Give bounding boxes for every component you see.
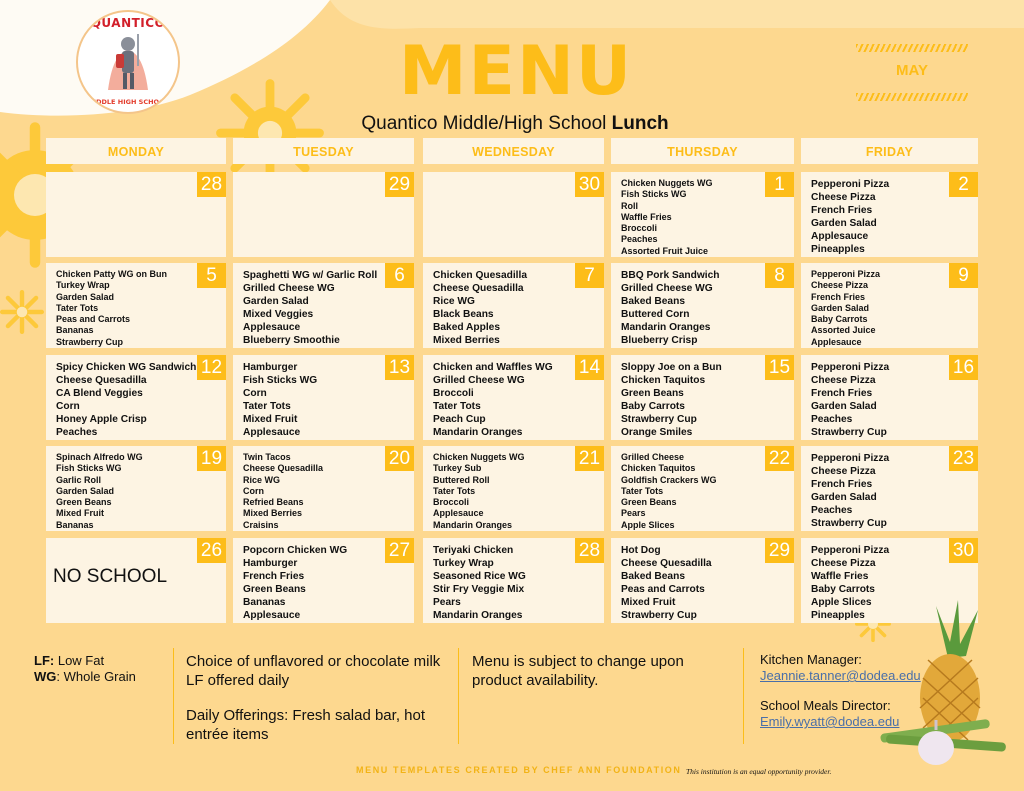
day-cell — [611, 263, 794, 348]
menu-item: Fish Sticks WG — [56, 463, 122, 474]
day-number: 28 — [575, 538, 604, 563]
menu-item: Pears — [621, 508, 646, 519]
menu-item: Hot Dog — [621, 545, 661, 556]
menu-item: Roll — [621, 200, 638, 211]
month-label: MAY — [896, 62, 928, 79]
menu-item: Garlic Roll — [56, 474, 102, 485]
day-header-monday: MONDAY — [46, 138, 226, 164]
day-cell — [46, 172, 226, 257]
menu-item: Peaches — [56, 427, 98, 439]
menu-item: Applesauce — [433, 508, 484, 519]
menu-item: Blueberry Smoothie — [243, 335, 340, 347]
menu-item: Chicken and Waffles WG — [433, 362, 553, 373]
menu-items — [56, 269, 196, 348]
menu-item: Apple Slices — [811, 597, 872, 609]
footer-divider — [743, 648, 744, 744]
menu-item: Sloppy Joe on a Bun — [621, 362, 722, 373]
menu-item: Garden Salad — [56, 485, 115, 496]
menu-item: Applesauce — [243, 610, 301, 622]
day-cell — [46, 263, 226, 348]
menu-item: Craisins — [243, 519, 279, 530]
day-number: 14 — [575, 355, 604, 380]
menu-item: Garden Salad — [811, 302, 870, 313]
menu-item: Stir Fry Veggie Mix — [433, 584, 525, 596]
manager-email-link[interactable]: Jeannie.tanner@dodea.edu — [760, 668, 921, 683]
menu-item: Corn — [243, 485, 264, 496]
menu-item: Bananas — [56, 519, 94, 530]
change-note: Menu is subject to change upon product availability. — [472, 653, 684, 689]
menu-item: Hamburger — [243, 558, 298, 570]
menu-item: Garden Salad — [243, 296, 309, 308]
menu-items — [621, 269, 764, 348]
hatch-top — [856, 44, 968, 52]
day-number: 21 — [575, 446, 604, 471]
menu-item: Refried Beans — [243, 497, 304, 508]
menu-items — [811, 178, 948, 257]
menu-item: Cheese Pizza — [811, 375, 876, 387]
menu-item: Chicken Patty WG on Bun — [56, 269, 168, 279]
menu-items — [56, 452, 196, 531]
school-logo — [76, 10, 180, 114]
menu-item: Applesauce — [243, 427, 301, 439]
menu-item: Spicy Chicken WG Sandwich — [56, 362, 197, 373]
menu-item: Cheese Quesadilla — [56, 375, 147, 387]
meal-name: Lunch — [611, 113, 669, 134]
menu-item: Fish Sticks WG — [621, 189, 687, 200]
menu-item: Green Beans — [621, 497, 677, 508]
menu-item: Waffle Fries — [621, 211, 672, 222]
menu-items — [433, 452, 574, 531]
menu-item: Green Beans — [621, 388, 684, 400]
hatch-bottom — [856, 93, 968, 101]
menu-item: Teriyaki Chicken — [433, 545, 514, 556]
menu-item: Cheese Pizza — [811, 558, 876, 570]
menu-item: Spaghetti WG w/ Garlic Roll — [243, 270, 378, 281]
menu-items — [811, 361, 948, 440]
menu-item: Fish Sticks WG — [243, 375, 318, 387]
menu-item: Grilled Cheese WG — [243, 283, 335, 295]
day-number: 29 — [765, 538, 794, 563]
menu-item: Pineapples — [811, 244, 865, 256]
menu-item: Assorted Juice — [811, 325, 876, 336]
menu-item: Baby Carrots — [811, 314, 868, 325]
menu-item: Applesauce — [243, 322, 301, 334]
day-number: 16 — [949, 355, 978, 380]
menu-item: Corn — [243, 388, 267, 400]
menu-items — [433, 269, 574, 348]
menu-item: Seasoned Rice WG — [433, 571, 526, 583]
menu-item: Strawberry Cup — [811, 518, 887, 530]
menu-item: Chicken Nuggets WG — [433, 452, 525, 462]
day-cell — [423, 355, 604, 440]
menu-items — [811, 452, 948, 531]
menu-item: Waffle Fries — [811, 571, 869, 583]
menu-item: Pepperoni Pizza — [811, 362, 890, 373]
menu-item: Baby Carrots — [621, 401, 685, 413]
menu-item: Grilled Cheese — [621, 452, 685, 462]
page-subtitle — [300, 113, 730, 135]
menu-item: Strawberry Cup — [621, 414, 697, 426]
menu-item: Cheese Quesadilla — [621, 558, 712, 570]
day-cell — [423, 263, 604, 348]
day-cell — [801, 263, 978, 348]
menu-item: Mandarin Oranges — [433, 610, 523, 622]
menu-item: Twin Tacos — [243, 452, 291, 462]
menu-item: Buttered Corn — [621, 309, 690, 321]
menu-item: Strawberry Cup — [56, 336, 124, 347]
day-header-tuesday: TUESDAY — [233, 138, 414, 164]
menu-item: Peas and Carrots — [56, 314, 131, 325]
menu-item: Cheese Pizza — [811, 466, 876, 478]
menu-item: BBQ Pork Sandwich — [621, 270, 720, 281]
menu-items — [433, 544, 574, 623]
legend-lf-text: Low Fat — [57, 653, 105, 668]
logo-bottom-text: MIDDLE HIGH SCHOOL — [87, 98, 169, 106]
menu-item: Broccoli — [433, 497, 470, 508]
day-number: 6 — [385, 263, 414, 288]
menu-item: Pepperoni Pizza — [811, 453, 890, 464]
menu-item: Baked Beans — [621, 296, 685, 308]
daily-offerings: Daily Offerings: Fresh salad bar, hot entrée items — [186, 707, 426, 743]
menu-item: Cheese Pizza — [811, 192, 876, 204]
menu-item: Tater Tots — [433, 401, 481, 413]
day-cell — [423, 538, 604, 623]
menu-item: Bananas — [56, 325, 94, 336]
day-number: 20 — [385, 446, 414, 471]
menu-item: Strawberry Cup — [621, 610, 697, 622]
menu-items — [56, 361, 196, 440]
day-number: 2 — [949, 172, 978, 197]
menu-item: Turkey Wrap — [56, 280, 110, 291]
day-header-thursday: THURSDAY — [611, 138, 794, 164]
menu-item: Applesauce — [811, 231, 869, 243]
day-number: 9 — [949, 263, 978, 288]
menu-item: Broccoli — [433, 388, 474, 400]
day-number: 19 — [197, 446, 226, 471]
menu-item: Grilled Cheese WG — [621, 283, 713, 295]
menu-item: Chicken Taquitos — [621, 463, 696, 474]
day-cell — [233, 446, 414, 531]
menu-item: Cheese Quesadilla — [243, 463, 324, 474]
day-cell — [611, 538, 794, 623]
menu-item: Garden Salad — [56, 291, 115, 302]
menu-item: Garden Salad — [811, 401, 877, 413]
footer-divider — [173, 648, 174, 744]
equal-opportunity-statement: This institution is an equal opportunity provider. — [686, 767, 832, 776]
menu-item: Rice WG — [243, 474, 281, 485]
menu-item: Baked Apples — [433, 322, 500, 334]
menu-item: Turkey Wrap — [433, 558, 494, 570]
menu-item: Turkey Sub — [433, 463, 482, 474]
page-title: MENU — [398, 32, 634, 111]
menu-item: Baked Beans — [621, 571, 685, 583]
menu-item: Chicken Taquitos — [621, 375, 706, 387]
day-number: 28 — [197, 172, 226, 197]
menu-item: Mandarin Oranges — [621, 322, 711, 334]
menu-item: Tater Tots — [621, 485, 664, 496]
menu-item: French Fries — [811, 205, 873, 217]
day-number: 15 — [765, 355, 794, 380]
menu-item: Rice WG — [433, 296, 475, 308]
day-cell — [46, 355, 226, 440]
legend-wg-key: WG — [34, 669, 57, 684]
menu-item: Mixed Veggies — [243, 309, 314, 321]
menu-item: Peaches — [811, 414, 853, 426]
day-number: 12 — [197, 355, 226, 380]
menu-item: Black Beans — [433, 309, 494, 321]
menu-item: Mandarin Oranges — [433, 427, 523, 439]
menu-item: Chicken Nuggets WG — [621, 178, 713, 188]
menu-item: French Fries — [811, 388, 873, 400]
menu-item: Buttered Roll — [433, 474, 490, 485]
menu-item: Garden Salad — [811, 492, 877, 504]
menu-item: Strawberry Cup — [811, 427, 887, 439]
day-number: 26 — [197, 538, 226, 563]
footer-divider — [458, 648, 459, 744]
flower-icon-small-left — [0, 290, 44, 334]
day-cell — [46, 446, 226, 531]
day-cell — [233, 538, 414, 623]
menu-items — [621, 452, 764, 531]
menu-item: CA Blend Veggies — [56, 388, 143, 400]
day-cell — [233, 355, 414, 440]
menu-item: Pepperoni Pizza — [811, 179, 890, 190]
menu-item: Peas and Carrots — [621, 584, 705, 596]
day-cell — [801, 172, 978, 257]
menu-item: Cheese Pizza — [811, 280, 869, 291]
menu-item: Peach Cup — [433, 414, 486, 426]
day-number: 23 — [949, 446, 978, 471]
template-credit: MENU TEMPLATES CREATED BY CHEF ANN FOUNDATION — [356, 765, 682, 775]
day-cell — [611, 446, 794, 531]
pineapple-vegetables-icon — [878, 598, 1018, 770]
menu-item: Corn — [56, 401, 80, 413]
menu-item: Pears — [433, 597, 461, 609]
menu-item: Baby Carrots — [811, 584, 875, 596]
day-cell — [611, 172, 794, 257]
manager-label: Kitchen Manager: — [760, 652, 862, 667]
director-email-link[interactable]: Emily.wyatt@dodea.edu — [760, 714, 900, 729]
menu-item: Orange Smiles — [621, 427, 693, 439]
menu-item: Applesauce — [811, 336, 862, 347]
menu-item: Mixed Berries — [243, 508, 303, 519]
day-cell — [801, 446, 978, 531]
menu-item: Hamburger — [243, 362, 298, 373]
school-name: Quantico Middle/High School — [361, 113, 607, 134]
menu-item: Mixed Fruit — [243, 414, 298, 426]
menu-items — [621, 361, 764, 440]
menu-item: French Fries — [811, 291, 866, 302]
menu-item: Peaches — [811, 505, 853, 517]
day-number: 22 — [765, 446, 794, 471]
day-header-wednesday: WEDNESDAY — [423, 138, 604, 164]
menu-item: Grilled Cheese WG — [433, 375, 525, 387]
day-number: 29 — [385, 172, 414, 197]
menu-item: Mandarin Oranges — [433, 519, 513, 530]
menu-items — [243, 361, 384, 440]
legend-wg-text: : Whole Grain — [56, 669, 136, 684]
menu-items — [433, 361, 574, 440]
knight-icon — [102, 30, 154, 96]
menu-item: Chicken Quesadilla — [433, 270, 527, 281]
logo-top-text: QUANTICO — [90, 16, 166, 30]
menu-item: Pepperoni Pizza — [811, 269, 881, 279]
legend-lf-key: LF: — [34, 653, 55, 668]
menu-item: Goldfish Crackers WG — [621, 474, 717, 485]
menu-item: Green Beans — [56, 497, 112, 508]
day-cell — [611, 355, 794, 440]
day-number: 1 — [765, 172, 794, 197]
menu-item: Pepperoni Pizza — [811, 545, 890, 556]
day-cell — [233, 172, 414, 257]
menu-item: Garden Salad — [811, 218, 877, 230]
day-cell — [46, 538, 226, 623]
menu-item: Mixed Fruit — [621, 597, 676, 609]
menu-items — [811, 269, 948, 348]
day-number: 13 — [385, 355, 414, 380]
day-header-friday: FRIDAY — [801, 138, 978, 164]
menu-item: Honey Apple Crisp — [56, 414, 147, 426]
menu-item: Tater Tots — [243, 401, 291, 413]
menu-item: Tater Tots — [433, 485, 476, 496]
menu-item: Mixed Fruit — [56, 508, 105, 519]
day-number: 27 — [385, 538, 414, 563]
menu-item: Pineapples — [811, 610, 865, 622]
milk-block — [186, 652, 448, 760]
menu-item: Popcorn Chicken WG — [243, 545, 348, 556]
menu-item: Broccoli — [621, 223, 658, 234]
menu-item: Bananas — [243, 597, 286, 609]
menu-item: Spinach Alfredo WG — [56, 452, 143, 462]
day-number: 30 — [949, 538, 978, 563]
menu-item: Blueberry Crisp — [621, 335, 698, 347]
day-cell — [233, 263, 414, 348]
menu-items — [243, 269, 384, 348]
menu-item: Mixed Berries — [433, 335, 500, 347]
day-number: 7 — [575, 263, 604, 288]
day-number: 30 — [575, 172, 604, 197]
menu-item: French Fries — [243, 571, 305, 583]
milk-note: Choice of unflavored or chocolate milk LF offered daily — [186, 653, 441, 689]
month-badge — [856, 44, 968, 94]
menu-item: French Fries — [811, 479, 873, 491]
menu-items — [243, 544, 384, 623]
no-school-note: NO SCHOOL — [53, 566, 168, 587]
day-cell — [801, 355, 978, 440]
day-number: 5 — [197, 263, 226, 288]
menu-item: Apple Slices — [621, 519, 675, 530]
menu-items — [621, 544, 764, 623]
day-cell — [423, 446, 604, 531]
day-cell — [423, 172, 604, 257]
legend — [34, 653, 136, 685]
menu-item: Cheese Quesadilla — [433, 283, 524, 295]
menu-item: Green Beans — [243, 584, 306, 596]
menu-item: Assorted Fruit Juice — [621, 245, 709, 256]
director-label: School Meals Director: — [760, 698, 891, 713]
day-number: 8 — [765, 263, 794, 288]
menu-item: Peaches — [621, 234, 658, 245]
menu-item: Tater Tots — [56, 302, 99, 313]
menu-items — [243, 452, 384, 531]
menu-items — [621, 178, 764, 257]
